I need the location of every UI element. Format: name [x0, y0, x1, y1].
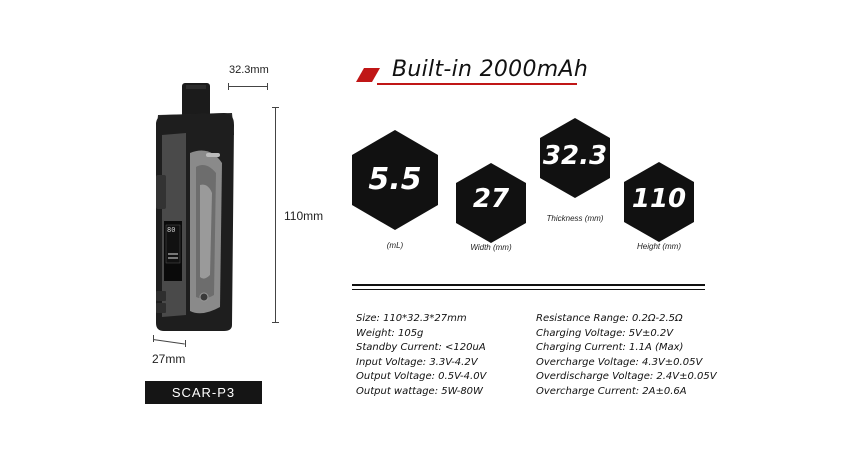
- spec-row: Output wattage: 5W-80W: [356, 385, 483, 397]
- spec-row: Input Voltage: 3.3V-4.2V: [356, 356, 478, 368]
- spec-row: Charging Current: 1.1A (Max): [536, 342, 684, 354]
- width-dimension-label: 32.3mm: [229, 64, 269, 76]
- width-dimension-line: [228, 86, 268, 87]
- hex-width-value: 27: [472, 184, 510, 214]
- depth-dimension-label: 27mm: [152, 352, 186, 366]
- hex-thickness-value: 32.3: [542, 141, 608, 171]
- spec-row: Overcharge Current: 2A±0.6A: [536, 385, 687, 397]
- section-divider-thin: [352, 289, 705, 290]
- width-dimension-tick-right: [267, 83, 268, 90]
- spec-row: Overcharge Voltage: 4.3V±0.05V: [536, 356, 703, 368]
- hex-height-caption: Height (mm): [636, 242, 681, 251]
- depth-dimension-tick-left: [153, 335, 154, 342]
- hex-thickness-caption: Thickness (mm): [546, 214, 604, 223]
- height-dimension-tick-bottom: [272, 322, 279, 323]
- spec-row: Overdischarge Voltage: 2.4V±0.05V: [536, 371, 717, 383]
- height-dimension-line: [275, 107, 276, 323]
- spec-row: Standby Current: <120uA: [356, 342, 486, 354]
- heading-underline: [377, 83, 577, 85]
- heading-accent-mark: [356, 68, 380, 82]
- height-dimension-label: 110mm: [284, 209, 324, 223]
- spec-row: Weight: 105g: [356, 327, 424, 339]
- spec-row: Resistance Range: 0.2Ω-2.5Ω: [536, 313, 683, 324]
- section-divider: [352, 284, 705, 286]
- device-image: [140, 75, 250, 335]
- hex-width-caption: Width (mm): [470, 243, 512, 252]
- spec-row: Output Voltage: 0.5V-4.0V: [356, 371, 487, 383]
- hex-capacity-caption: (mL): [386, 241, 404, 250]
- product-name-badge: SCAR-P3: [145, 381, 262, 404]
- spec-row: Charging Voltage: 5V±0.2V: [536, 327, 674, 339]
- width-dimension-tick-left: [228, 83, 229, 90]
- specs-right-column: [536, 312, 717, 400]
- height-dimension-tick-top: [272, 107, 279, 108]
- hex-capacity-value: 5.5: [368, 162, 422, 197]
- specs-left-column: [356, 312, 486, 400]
- depth-dimension-tick-right: [185, 340, 186, 347]
- depth-dimension-line: [153, 339, 185, 344]
- heading-title: Built-in 2000mAh: [392, 57, 589, 82]
- device-screen-readout: 80: [167, 226, 176, 234]
- hex-height-value: 110: [631, 184, 687, 214]
- spec-row: Size: 110*32.3*27mm: [356, 313, 467, 324]
